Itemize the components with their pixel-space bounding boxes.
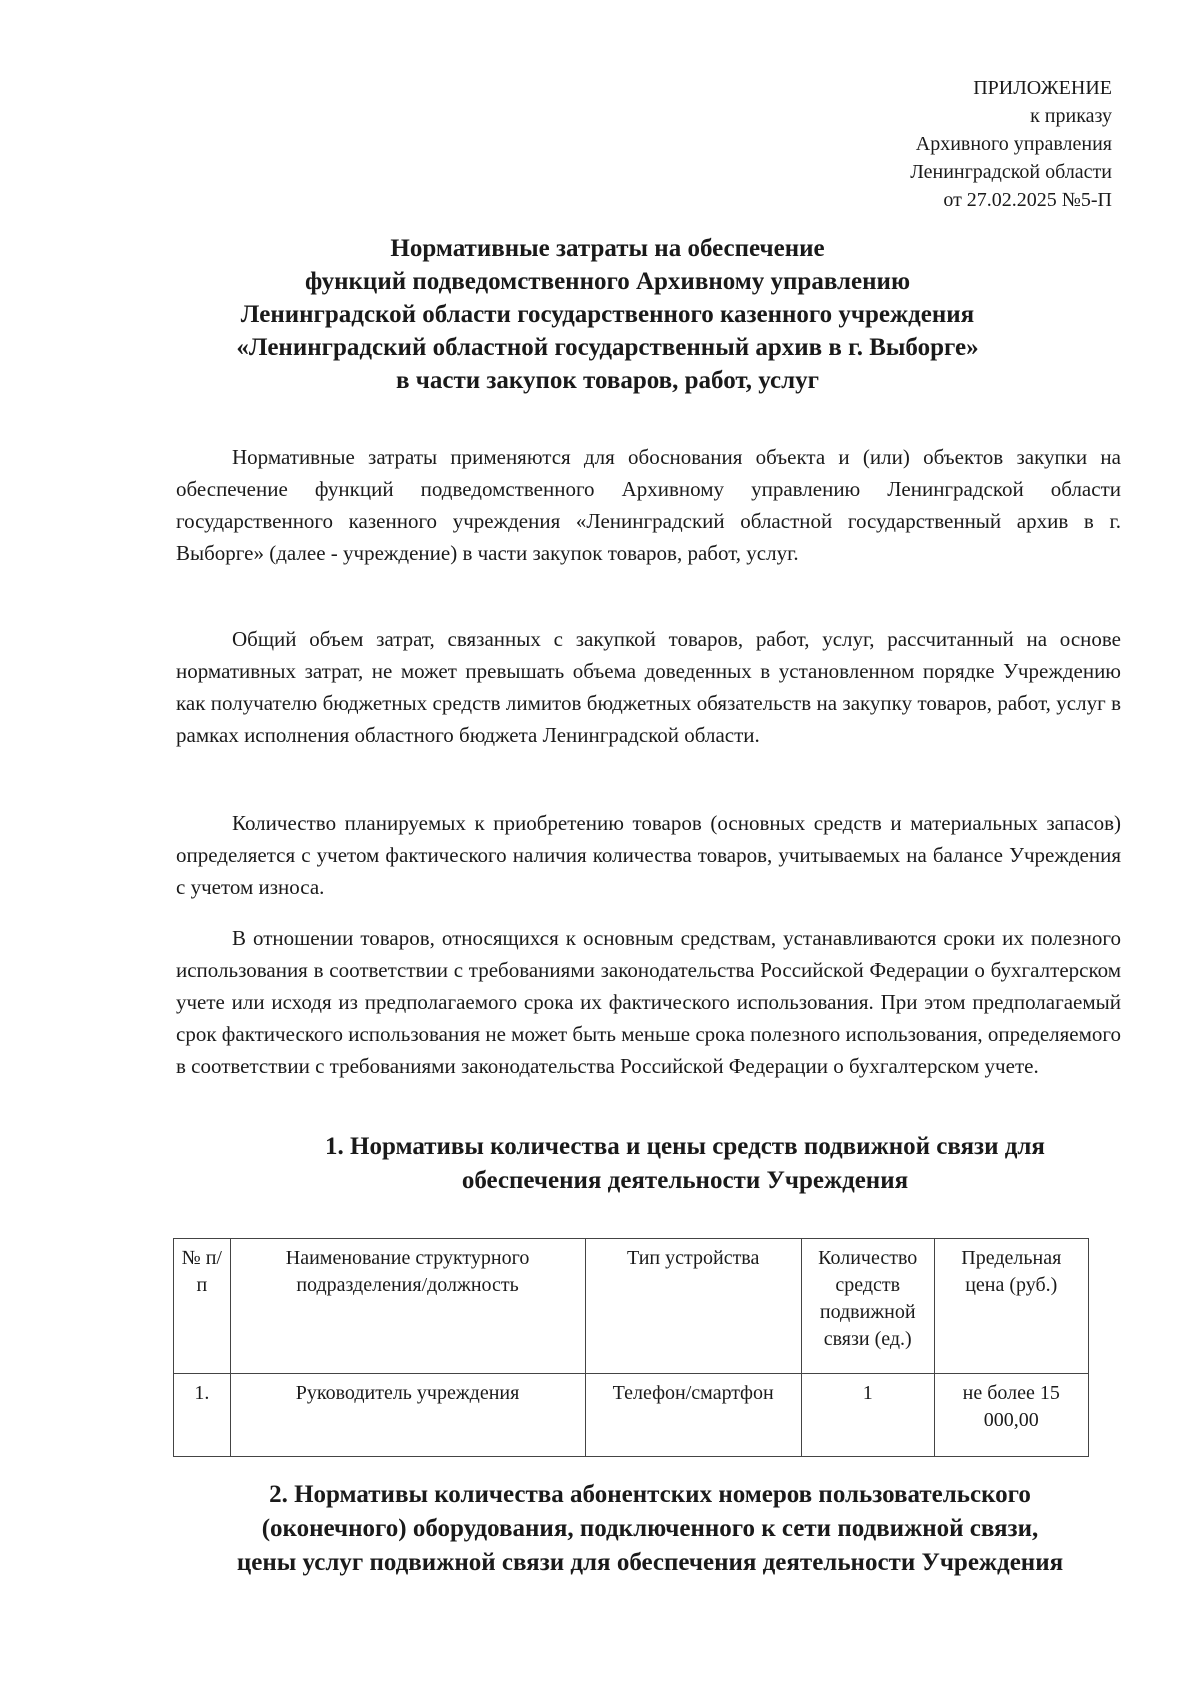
header-device-type: Тип устройства (585, 1239, 801, 1374)
paragraph-quantity (176, 807, 1121, 903)
document-title (150, 232, 1065, 397)
appendix-region: Ленинградской области (910, 161, 1112, 183)
appendix-order-ref: к приказу (1030, 105, 1112, 127)
paragraph-text: Нормативные затраты применяются для обоснования объекта и (или) объектов закупки на обеспечение функций подведомственного Архивному управлению Ленинградской области государственного казенного учреждения «Ленинградский областной государственный архив в г. Выборге» (далее - учреждение) в части закупок товаров, работ, услуг. (176, 445, 1121, 565)
table-header-row (174, 1239, 1089, 1374)
title-line: Нормативные затраты на обеспечение (390, 235, 825, 262)
header-position: Наименование структурного подразделения/должность (230, 1239, 585, 1374)
header-quantity: Количество средств подвижной связи (ед.) (801, 1239, 934, 1374)
paragraph-volume-limit (176, 623, 1121, 751)
section-heading-line: (оконечного) оборудования, подключенного к сети подвижной связи, (261, 1515, 1039, 1542)
appendix-label: ПРИЛОЖЕНИЕ (973, 77, 1112, 99)
section-1-heading (240, 1130, 1130, 1198)
cell-quantity: 1 (801, 1374, 934, 1457)
paragraph-text: Общий объем затрат, связанных с закупкой товаров, работ, услуг, рассчитанный на основе нормативных затрат, не может превышать объема доведенных в установленном порядке Учреждению как получателю бюджетных средств лимитов бюджетных обязательств на закупку товаров, работ, услуг в рамках исполнения областного бюджета Ленинградской области. (176, 627, 1121, 747)
table-row (174, 1374, 1089, 1457)
section-heading-line: цены услуг подвижной связи для обеспечения деятельности Учреждения (236, 1549, 1064, 1576)
appendix-date-number: от 27.02.2025 №5-П (943, 189, 1112, 211)
section-heading-line: 1. Нормативы количества и цены средств подвижной связи для (325, 1133, 1045, 1160)
cell-device-type: Телефон/смартфон (585, 1374, 801, 1457)
paragraph-text: Количество планируемых к приобретению товаров (основных средств и материальных запасов) определяется с учетом фактического наличия количества товаров, учитываемых на балансе Учреждения с учетом износа. (176, 811, 1121, 899)
cell-number: 1. (174, 1374, 231, 1457)
title-line: в части закупок товаров, работ, услуг (396, 367, 819, 394)
cell-max-price: не более 15 000,00 (934, 1374, 1088, 1457)
paragraph-purpose (176, 441, 1121, 569)
cell-position: Руководитель учреждения (230, 1374, 585, 1457)
appendix-authority: Архивного управления (915, 133, 1112, 155)
title-line: «Ленинградский областной государственный архив в г. Выборге» (236, 334, 979, 361)
title-line: функций подведомственного Архивному управлению (304, 268, 911, 295)
paragraph-text: В отношении товаров, относящихся к основным средствам, устанавливаются сроки их полезного использования в соответствии с требованиями законодательства Российской Федерации о бухгалтерском учете или исходя из предполагаемого срока их фактического использования. При этом предполагаемый срок фактического использования не может быть меньше срока полезного использования, определяемого в соответствии с требованиями законодательства Российской Федерации о бухгалтерском учете. (176, 926, 1121, 1078)
header-number: № п/п (174, 1239, 231, 1374)
mobile-devices-norms-table (173, 1238, 1089, 1457)
section-heading-line: обеспечения деятельности Учреждения (461, 1167, 909, 1194)
header-max-price: Предельная цена (руб.) (934, 1239, 1088, 1374)
title-line: Ленинградской области государственного казенного учреждения (240, 301, 975, 328)
section-2-heading (170, 1478, 1130, 1580)
paragraph-useful-life (176, 922, 1121, 1082)
appendix-block (910, 74, 1112, 214)
section-heading-line: 2. Нормативы количества абонентских номеров пользовательского (269, 1481, 1031, 1508)
